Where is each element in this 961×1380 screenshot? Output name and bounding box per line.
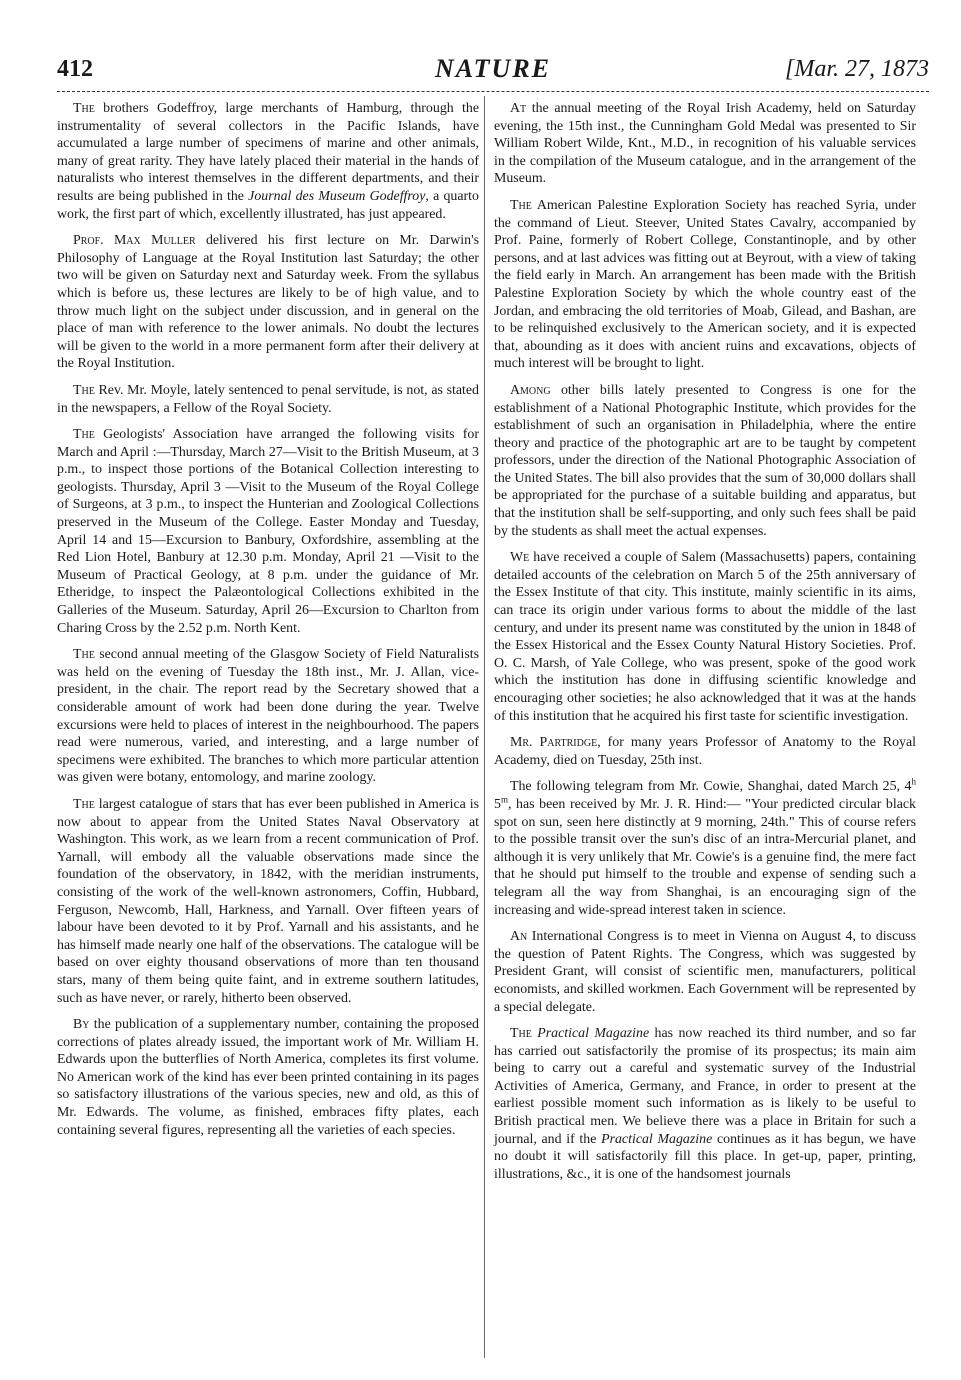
paragraph-text: Rev. Mr. Moyle, lately sentenced to penal servitude, is not, as stated in the newspapers, a Fellow of the Royal Society. <box>57 382 479 416</box>
superscript: m <box>500 794 508 805</box>
lead-word: The <box>73 647 95 663</box>
paragraph-butterflies <box>57 1016 479 1139</box>
superscript: h <box>911 776 916 787</box>
lead-word: The <box>510 197 532 213</box>
lead-word: The <box>73 382 95 398</box>
paragraph-text: other bills lately presented to Congress is one for the establishment of a National Photographic Institute, which provides for the establishment of such an organisation in Philadelphia, where the entire theory and practice of the photographic art are to be taught by competent professors, under the direction of the National Photographic Association of the United States. The bill also provides that the sum of 30,000 dollars shall be appropriated for the purchase of a suitable building and apparatus, but that the institution shall be self-supporting, and only such fees shall be paid by the students as shall meet the actual expenses. <box>494 382 916 539</box>
left-column <box>57 100 479 1148</box>
page-number: 412 <box>57 56 93 82</box>
header-rule <box>57 91 929 92</box>
paragraph-partridge <box>494 734 916 769</box>
lead-word: The <box>73 101 95 116</box>
paragraph-text: has now reached its third number, and so far has carried out satisfactorily the promise of its prospectus; its main aim being to carry out a careful and systematic survey of the Industrial Activities of America, Germany, and France, in order to present at the earliest possible moment such information as is likely to be useful to British practical men. We believe there was a place in Britain for such a journal, and if the <box>494 1026 916 1147</box>
lead-word: By <box>73 1017 90 1033</box>
page-header <box>57 50 929 90</box>
paragraph-text: second annual meeting of the Glasgow Society of Field Naturalists was held on the evening of Tuesday the 18th inst., Mr. J. Allan, vice-president, in the chair. The report read by the Secretary showed that a considerable amount of work had been done during the year. Twelve excursions were held to places of interest in the neighbourhood. The papers read were numerous, varied, and interesting, and a large number of specimens were exhibited. The branches to which more particular attention was given were botany, entomology, and marine zoology. <box>57 647 479 786</box>
paragraph-text: , for many years Professor of Anatomy to the Royal Academy, died on Tuesday, 25th inst. <box>494 735 916 768</box>
paragraph-text: American Palestine Exploration Society has reached Syria, under the command of Lieut. Steever, United States Cavalry, accompanied by Prof. Paine, formerly of Robert College, Constantinople, and by other persons, and at last advices was fitting out at Beyrout, with a view of taking the field early in March. An arrangement has been made with the British Palestine Exploration Society by which the whole country east of the Jordan, and embracing the old territories of Moab, Gilead, and Bashan, are to be relinquished exclusively to the American society, and it is expected that, abounding as it does with ancient ruins and excavations, objects of much interest will be brought to light. <box>494 197 916 372</box>
paragraph-text: , a quarto work, the first part of which, excellently illustrated, has just appeared. <box>57 188 479 222</box>
paragraph-moyle <box>57 382 479 417</box>
paragraph-text: brothers Godeffroy, large merchants of Hamburg, through the instrumentality of several collectors in the Pacific Islands, have accumulated a large number of specimens of marine and other animals, many of great rarity. They have lately placed their material in the hands of naturalists who interest themselves in the different departments, and their results are being published in the <box>57 101 479 204</box>
paragraph-essex-institute <box>494 549 916 725</box>
lead-word: The <box>73 796 95 812</box>
paragraph-max-muller <box>57 232 479 373</box>
paragraph-glasgow-society <box>57 646 479 787</box>
italic-title: Practical Magazine <box>537 1026 650 1042</box>
lead-word: The <box>73 427 95 443</box>
paragraph-practical-magazine <box>494 1025 916 1183</box>
paragraph-photographic-institute <box>494 382 916 540</box>
lead-word: We <box>510 550 530 566</box>
paragraph-palestine-exploration <box>494 197 916 373</box>
paragraph-patent-congress <box>494 928 916 1016</box>
paragraph-text: Geologists' Association have arranged the following visits for March and April :—Thursday, March 27—Visit to the British Museum, at 3 p.m., to inspect those portions of the Botanical Collection interesting to geologists. Thursday, April 3 —Visit to the Museum of the Royal College of Surgeons, at 3 p.m., to inspect the Hunterian and Zoological Collections preserved in the Museum of the College. Easter Monday and Tuesday, April 14 and 15—Excursion to Banbury, Oxfordshire, assembling at the Red Lion Hotel, Banbury at 12.30 p.m. Monday, April 21 —Visit to the Museum of Practical Geology, at 8 p.m. under the guidance of Mr. Etheridge, to inspect the Palæontological Collections exhibited in the Galleries of the Museum. Saturday, April 26—Excursion to Charlton from Charing Cross by the 2.52 p.m. North Kent. <box>57 427 479 636</box>
paragraph-geologists <box>57 426 479 637</box>
lead-word: At <box>510 101 527 116</box>
lead-word: Mr. Partridge <box>510 735 598 751</box>
paragraph-text: 5 <box>494 796 501 812</box>
lead-word: Prof. Max Muller <box>73 233 196 249</box>
paragraph-text: continues as it has begun, we have no doubt it will satisfactorily fill this place. In get-up, paper, printing, illustrations, &c., it is one of the handsomest journals <box>494 1131 916 1182</box>
paragraph-irish-academy <box>494 100 916 188</box>
paragraph-text: have received a couple of Salem (Massachusetts) papers, containing detailed accounts of the celebration on March 5 of the 25th anniversary of the Essex Institute of that city. This institute, mainly scientific in its aims, can trace its origin under various forms to about the middle of the last century, and under its present name was constituted by the union in 1848 of the Essex Historical and the Essex County Natural History Societies. Prof. O. C. Marsh, of Yale College, who was present, spoke of the good work which the institution has done in diffusing scientific knowledge and encouraging other societies; he also acknowledged that it was at the hands of this institution that he acquired his first taste for scientific investigation. <box>494 550 916 724</box>
paragraph-text: The following telegram from Mr. Cowie, Shanghai, dated March 25, 4 <box>510 779 912 795</box>
paragraph-star-catalogue <box>57 796 479 1007</box>
italic-title: Practical Magazine <box>601 1131 713 1147</box>
paragraph-text: , has been received by Mr. J. R. Hind:— "Your predicted circular black spot on sun, seen here distinctly at 9 morning, 24th." This of course refers to the possible transit over the sun's disc of an intra-Mercurial planet, and although it is very unlikely that Mr. Cowie's is a genuine find, the mere fact that he should put himself to the trouble and expense of sending such a telegram all the way from Shanghai, is an encouraging sign of the increasing and wide-spread interest taken in science. <box>494 796 916 918</box>
italic-title: Journal des Museum Godeffroy <box>248 188 426 204</box>
paragraph-text: largest catalogue of stars that has ever been published in America is now about to appear from the United States Naval Observatory at Washington. This work, as we learn from a recent communication of Prof. Yarnall, will embody all the valuable observations made since the foundation of the observatory, in 1842, with the meridian instruments, consisting of the work of the well-known astronomers, Coffin, Hubbard, Ferguson, Newcomb, Hall, Harkness, and Yarnall. Over fifteen years of labour have been devoted to it by Prof. Yarnall and his assistants, and he has himself made nearly one half of the observations. The catalogue will be based on over eighty thousand observations of more than ten thousand stars, many of them being quite faint, and in extreme southern latitudes, such as have never, or rarely, hitherto been observed. <box>57 796 479 1006</box>
paragraph-text: International Congress is to meet in Vienna on August 4, to discuss the question of Patent Rights. The Congress, which was suggested by President Grant, will consist of scientific men, manufacturers, political economists, and skilled workmen. Each Government will be represented by a special delegate. <box>494 929 916 1015</box>
column-divider <box>484 96 485 1358</box>
lead-word: Among <box>510 382 551 398</box>
lead-word: The <box>510 1026 532 1042</box>
paragraph-telegram <box>494 778 916 919</box>
paragraph-text: the annual meeting of the Royal Irish Academy, held on Saturday evening, the 15th inst., the Cunningham Gold Medal was presented to Sir William Robert Wilde, Knt., M.D., in recognition of his valuable services in the compilation of the Museum catalogue, and in the arrangement of the Museum. <box>494 101 916 187</box>
paragraph-godeffroy <box>57 100 479 223</box>
right-column <box>494 100 916 1192</box>
paragraph-text: delivered his first lecture on Mr. Darwin's Philosophy of Language at the Royal Institution last Saturday; the other two will be given on Saturday next and Saturday week. From the syllabus which is before us, these lectures are likely to be of high value, and to throw much light on the subject under discussion, and in general on the place of man with reference to the lower animals. No doubt the lectures will be given to the world in a more permanent form after their delivery at the Royal Institution. <box>57 233 479 372</box>
paragraph-text: the publication of a supplementary number, containing the proposed corrections of plates already issued, the important work of Mr. William H. Edwards upon the butterflies of North America, completes its first volume. No American work of the kind has ever been printed containing in its pages so satisfactory illustrations of the various species, new and old, as this of Mr. Edwards. The volume, as finished, embraces fifty plates, each containing several figures, representing all the varieties of each species. <box>57 1017 479 1138</box>
journal-title: NATURE <box>434 54 552 83</box>
issue-date: [Mar. 27, 1873 <box>784 56 929 82</box>
lead-word: An <box>510 929 528 945</box>
